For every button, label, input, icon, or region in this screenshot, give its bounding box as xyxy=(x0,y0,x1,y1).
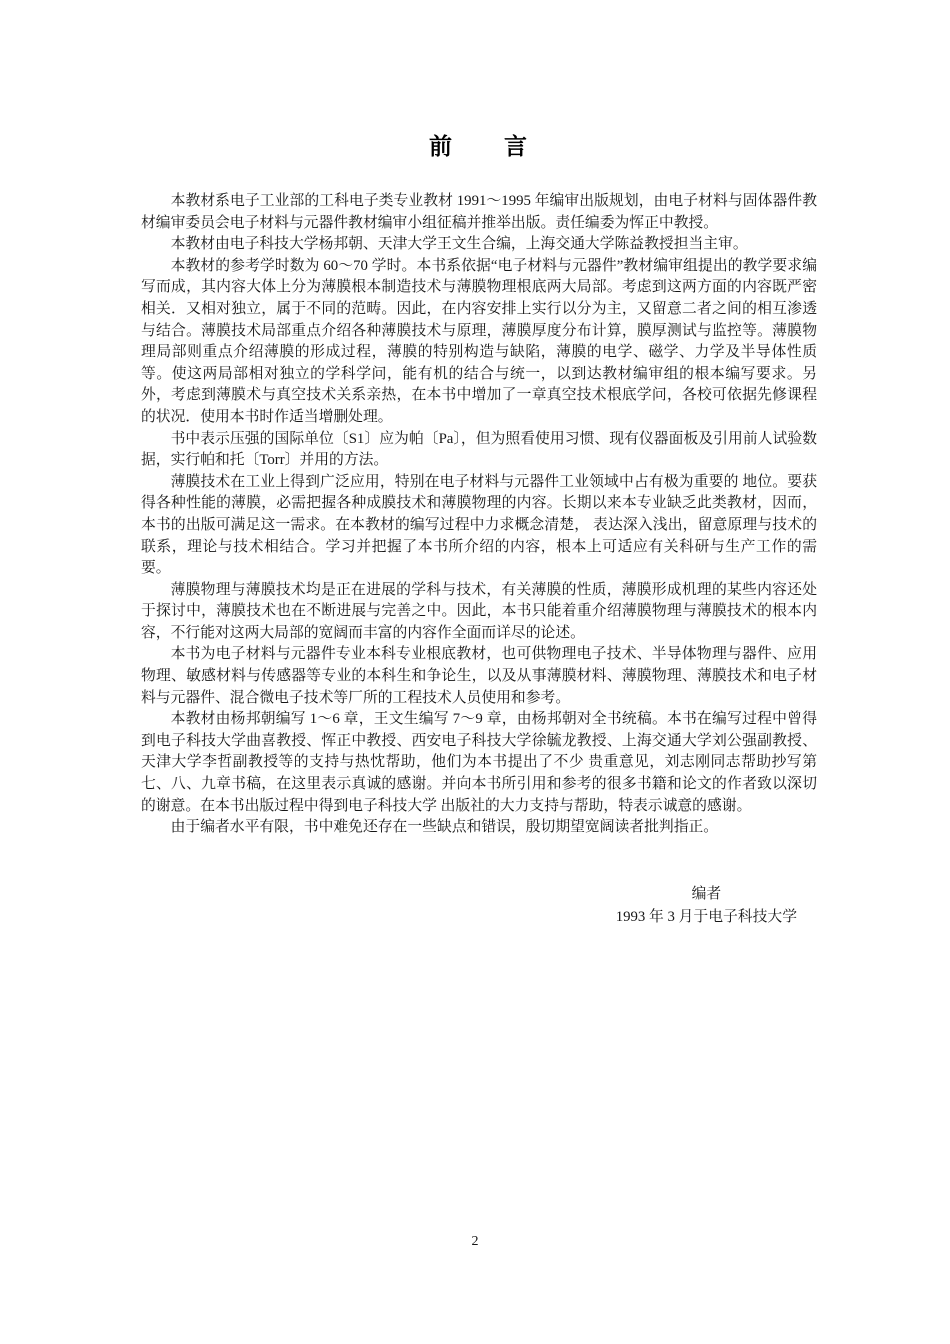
paragraph: 本教材系电子工业部的工科电子类专业教材 1991～1995 年编审出版规划，由电子材料与固体器件教材编审委员会电子材料与元器件教材编审小组征稿并推举出版。责任编委为恽正中教授。 xyxy=(141,193,817,231)
paragraph: 薄膜物理与薄膜技术均是正在进展的学科与技术，有关薄膜的性质，薄膜形成机理的某些内容还处于探讨中，薄膜技术也在不断进展与完善之中。因此，本书只能着重介绍薄膜物理与薄膜技术的根本内容，不行能对这两大局部的宽阔而丰富的内容作全面而详尽的论述。 xyxy=(141,581,817,641)
paragraph: 本教材由杨邦朝编写 1～6 章，王文生编写 7～9 章，由杨邦朝对全书统稿。本书在编写过程中曾得到电子科技大学曲喜教授、恽正中教授、西安电子科技大学徐毓龙教授、上海交通大学刘公强副教授、天津大学李哲副教授等的支持与热忱帮助，他们为本书提出了不少 贵重意见，刘志刚同志帮助抄写第七、八、九章书稿，在这里表示真诚的感谢。并向本书所引用和参考的很多书籍和论文的作者致以深切的谢意。在本书出版过程中得到电子科技大学 出版社的大力支持与帮助，特表示诚意的感谢。 xyxy=(141,711,817,814)
signature-name: 编者 xyxy=(691,885,722,902)
preface-body xyxy=(141,191,817,839)
paragraph: 本教材由电子科技大学杨邦朝、天津大学王文生合编，上海交通大学陈益教授担当主审。 xyxy=(170,236,748,253)
signature-date: 1993 年 3 月于电子科技大学 xyxy=(615,908,797,925)
paragraph: 本教材的参考学时数为 60～70 学时。本书系依据“电子材料与元器件”教材编审组提出的教学要求编写而成，其内容大体上分为薄膜根本制造技术与薄膜物理根底两大局部。考虑到这两方面的内容既严密相关．又相对独立，属于不同的范畴。因此，在内容安排上实行以分为主，又留意二者之间的相互渗透与结合。薄膜技术局部重点介绍各种薄膜技术与原理，薄膜厚度分布计算，膜厚测试与监控等。薄膜物理局部则重点介绍薄膜的形成过程，薄膜的特别构造与缺陷，薄膜的电学、磁学、力学及半导体性质等。使这两局部相对独立的学科学问，能有机的结合与统一，以到达教材编审组的根本编写要求。另外，考虑到薄膜术与真空技术关系亲热，在本书中增加了一章真空技术根底学问，各校可依据先修课程的状况．使用本书时作适当增删处理。 xyxy=(141,257,817,425)
signature-block xyxy=(616,883,797,929)
paragraph: 本书为电子材料与元器件专业本科专业根底教材，也可供物理电子技术、半导体物理与器件、应用物理、敏感材料与传感器等专业的本科生和争论生，以及从事薄膜材料、薄膜物理、薄膜技术和电子材料与元器件、混合微电子技术等厂所的工程技术人员使用和参考。 xyxy=(141,646,817,706)
preface-content xyxy=(141,128,817,929)
paragraph: 由于编者水平有限，书中难免还存在一些缺点和错误，殷切期望宽阔读者批判指正。 xyxy=(170,819,719,836)
paragraph: 书中表示压强的国际单位〔S1〕应为帕〔Pa〕，但为照看使用习惯、现有仪器面板及引用前人试验数据，实行帕和托〔Torr〕并用的方法。 xyxy=(141,430,817,469)
paragraph: 薄膜技术在工业上得到广泛应用，特别在电子材料与元器件工业领域中占有极为重要的 地位。要获得各种性能的薄膜，必需把握各种成膜技术和薄膜物理的内容。长期以来本专业缺乏此类教材，因而，本书的出版可满足这一需求。在本教材的编写过程中力求概念清楚， 表达深入浅出，留意原理与技术的联系，理论与技术相结合。学习并把握了本书所介绍的内容，根本上可适应有关科研与生产工作的需要。 xyxy=(141,473,818,577)
page-number: 2 xyxy=(471,1234,479,1249)
page-title: 前 言 xyxy=(429,134,529,159)
